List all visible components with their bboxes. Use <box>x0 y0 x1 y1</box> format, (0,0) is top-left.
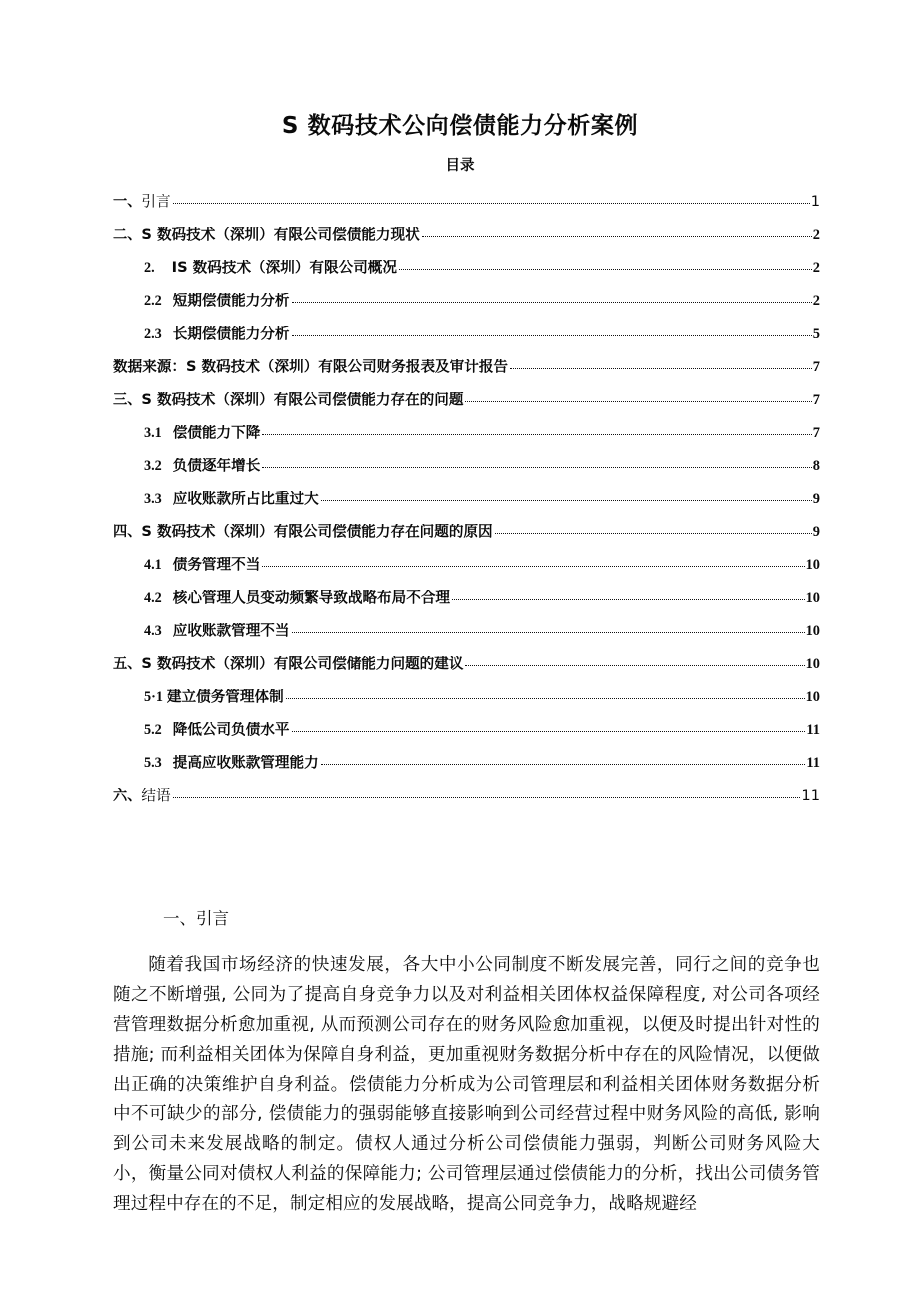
toc-entry-page-number: 11 <box>801 788 820 805</box>
toc-entry-label: 建立债务管理体制 <box>166 689 284 706</box>
toc-entry-label: 长期偿债能力分析 <box>172 326 290 343</box>
toc-entry[interactable] <box>113 326 820 359</box>
toc-entry[interactable] <box>113 260 820 293</box>
toc-entry-number: 4.2 <box>144 590 162 607</box>
toc-entry-page-number: 10 <box>805 623 820 640</box>
toc-leader-dots <box>262 458 811 468</box>
section-heading-introduction: 一、引言 <box>163 909 229 929</box>
toc-entry-label: 核心管理人员变动频繁导致战略布局不合理 <box>172 590 451 607</box>
toc-entry-page-number: 10 <box>805 689 820 706</box>
toc-entry-number: 2. <box>144 260 155 277</box>
toc-entry-number: 4.1 <box>144 557 162 574</box>
toc-entry-number: 六、 <box>113 788 142 805</box>
toc-entry-page-number: 2 <box>812 293 820 310</box>
toc-entry-number: 五、 <box>113 656 142 673</box>
toc-entry-page-number: 10 <box>805 656 820 673</box>
toc-leader-dots <box>292 722 806 732</box>
toc-leader-dots <box>321 491 812 501</box>
toc-entry-number: 二、 <box>113 227 142 244</box>
toc-leader-dots <box>173 788 801 798</box>
toc-entry[interactable] <box>113 491 820 524</box>
toc-entry-number: 3.2 <box>144 458 162 475</box>
toc-leader-dots <box>495 524 812 534</box>
toc-label: 目录 <box>445 157 475 174</box>
toc-entry[interactable] <box>113 788 820 821</box>
toc-entry-label: 偿债能力下降 <box>172 425 261 442</box>
body-paragraph-introduction: 随着我国市场经济的快速发展，各大中小公同制度不断发展完善，同行之间的竞争也随之不断增强, 公同为了提高自身竞争力以及对利益相关团体权益保障程度, 对公司各项经营管理数据分析愈加重视, 从而预测公司存在的财务风险愈加重视，以便及时提出针对性的措施; 而利益相关团体为保障自身利益，更加重视财务数据分析中存在的风险情况，以便做出正确的决策维护自身利益。偿债能力分析成为公司管理层和利益相关团体财务数据分析中不可缺少的部分, 偿债能力的强弱能够直接影响到公司经营过程中财务风险的高低, 影响到公司未来发展战略的制定。债权人通过分析公司偿债能力强弱，判断公司财务风险大小，衡量公同对债权人利益的保障能力; 公司管理层通过偿债能力的分析，找出公司债务管理过程中存在的不足，制定相应的发展战略，提高公同竞争力，战略规避经 <box>113 954 820 1215</box>
toc-entry-label: 债务管理不当 <box>172 557 261 574</box>
toc-leader-dots <box>452 590 805 600</box>
toc-leader-dots <box>399 260 812 270</box>
toc-leader-dots <box>465 392 811 402</box>
toc-leader-dots <box>262 425 811 435</box>
toc-entry-number: 三、 <box>113 392 142 409</box>
toc-leader-dots <box>422 227 812 237</box>
toc-leader-dots <box>465 656 804 666</box>
toc-entry-number: 2.2 <box>144 293 162 310</box>
toc-entry-number: 5.2 <box>144 722 162 739</box>
toc-entry-label: S 数码技术（深圳）有限公司偿债能力现状 <box>141 227 420 244</box>
toc-entry-page-number: 7 <box>812 359 820 376</box>
toc-leader-dots <box>510 359 812 369</box>
toc-entry-page-number: 9 <box>812 491 820 508</box>
toc-entry-page-number: 2 <box>812 260 820 277</box>
toc-entry-label: S 数码技术（深圳）有限公司偿债能力存在问题的原因 <box>141 524 493 541</box>
toc-entry-label: 引言 <box>141 194 171 211</box>
toc-entry[interactable] <box>113 557 820 590</box>
toc-entry-label: 结语 <box>141 788 171 805</box>
toc-entry-number: 一、 <box>113 194 142 211</box>
toc-entry-page-number: 5 <box>812 326 820 343</box>
toc-entry[interactable] <box>113 227 820 260</box>
body-section <box>0 821 920 1220</box>
toc-entry-page-number: 10 <box>805 590 820 607</box>
toc-leader-dots <box>173 194 810 204</box>
toc-entry-page-number: 7 <box>812 392 820 409</box>
toc-leader-dots <box>262 557 804 567</box>
toc-entry-page-number: 9 <box>812 524 820 541</box>
toc-leader-dots <box>292 326 812 336</box>
toc-entry-number: 四、 <box>113 524 142 541</box>
toc-entry[interactable] <box>113 194 820 227</box>
toc-entry-page-number: 10 <box>805 557 820 574</box>
toc-entry[interactable] <box>113 656 820 689</box>
toc-entry[interactable] <box>113 524 820 557</box>
toc-entry[interactable] <box>113 722 820 755</box>
toc-entry[interactable] <box>113 755 820 788</box>
toc-entry-label: 应收账款管理不当 <box>172 623 290 640</box>
toc-entry-number: 5.3 <box>144 755 162 772</box>
toc-entry-page-number: 7 <box>812 425 820 442</box>
toc-entry-label: 负债逐年增长 <box>172 458 261 475</box>
toc-leader-dots <box>286 689 805 699</box>
toc-entry-number: 2.3 <box>144 326 162 343</box>
toc-entry-number: 5·1 <box>144 689 163 706</box>
toc-entry-label: S 数码技术（深圳）有限公司偿债能力存在的问题 <box>141 392 464 409</box>
toc-entry-label: 应收账款所占比重过大 <box>172 491 319 508</box>
toc-entry[interactable] <box>113 689 820 722</box>
toc-entry-label: 数据来源：S 数码技术（深圳）有限公司财务报表及审计报告 <box>113 359 509 376</box>
toc-entry-number: 3.3 <box>144 491 162 508</box>
toc-entry[interactable] <box>113 392 820 425</box>
page-title: S 数码技术公向偿债能力分析案例 <box>281 113 639 139</box>
toc-entry-number: 3.1 <box>144 425 162 442</box>
toc-entry-page-number: 11 <box>806 722 820 739</box>
toc-entry-page-number: 8 <box>812 458 820 475</box>
toc-leader-dots <box>292 623 805 633</box>
toc-entry-label: 降低公司负债水平 <box>172 722 290 739</box>
toc-entry[interactable] <box>113 425 820 458</box>
toc-entry[interactable] <box>113 623 820 656</box>
toc-entry[interactable] <box>113 293 820 326</box>
toc-entry-page-number: 2 <box>812 227 820 244</box>
toc-entry-label: S 数码技术（深圳）有限公司偿储能力问题的建议 <box>141 656 464 673</box>
toc-leader-dots <box>321 755 806 765</box>
toc-entry-number: 4.3 <box>144 623 162 640</box>
toc-entry[interactable] <box>113 458 820 491</box>
toc-entry-label: IS 数码技术（深圳）有限公司概况 <box>171 260 397 277</box>
toc-entry-page-number: 11 <box>806 755 820 772</box>
toc-entry-label: 提高应收账款管理能力 <box>172 755 319 772</box>
table-of-contents <box>0 175 920 821</box>
toc-entry-page-number: 1 <box>810 194 820 211</box>
toc-entry-label: 短期偿债能力分析 <box>172 293 290 310</box>
toc-entry[interactable] <box>113 590 820 623</box>
toc-leader-dots <box>292 293 812 303</box>
toc-entry[interactable] <box>113 359 820 392</box>
